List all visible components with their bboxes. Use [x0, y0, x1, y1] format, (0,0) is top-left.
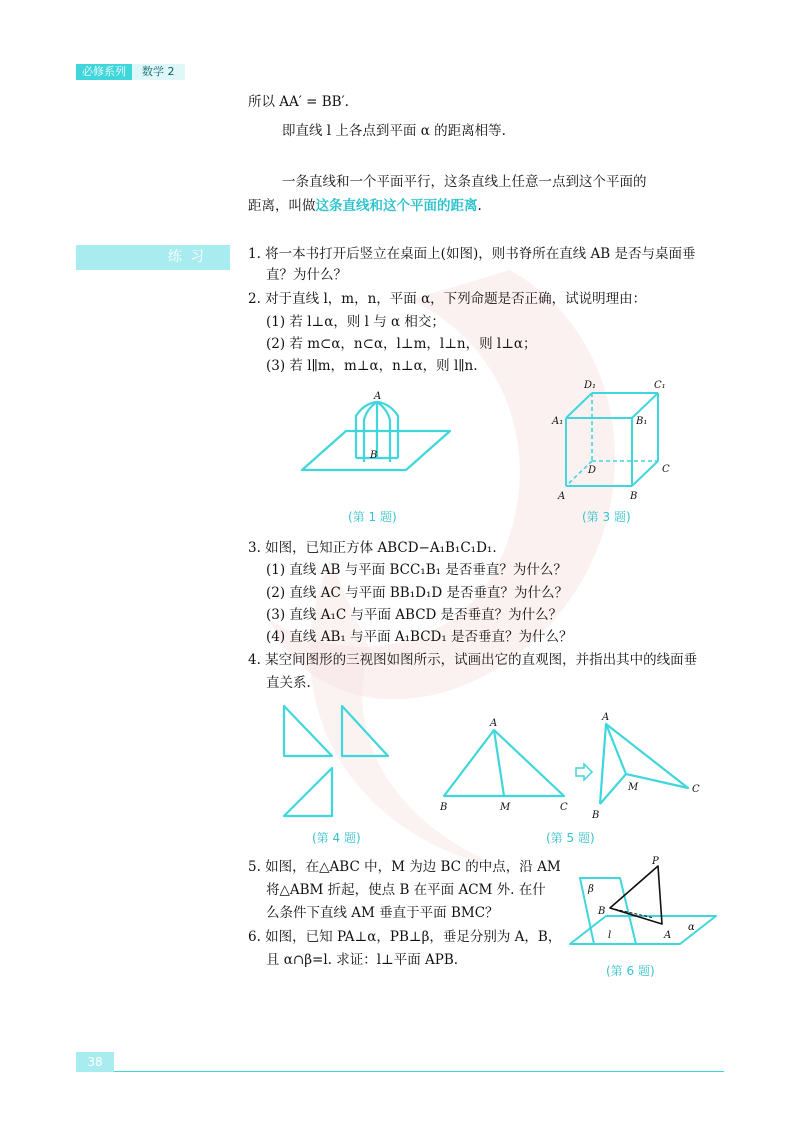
planes-label-p: P — [652, 856, 659, 867]
q1-line-1: 1. 将一本书打开后竖立在桌面上(如图)，则书脊所在直线 AB 是否与桌面垂 — [248, 246, 696, 262]
caption-fig-4: (第 4 题) — [312, 831, 361, 845]
arrow-icon — [576, 764, 592, 780]
triangle-label-b: B — [440, 802, 448, 813]
book-label: 数学 2 — [132, 64, 185, 80]
planes-label-beta: β — [588, 884, 594, 895]
caption-fig-1: (第 1 题) — [348, 510, 397, 524]
series-label: 必修系列 — [76, 64, 132, 80]
planes-label-b: B — [598, 906, 606, 917]
triangle-label-m: M — [500, 802, 511, 813]
q3-item-3: (3) 直线 A₁C 与平面 ABCD 是否垂直？为什么？ — [266, 607, 563, 623]
caption-fig-3: (第 3 题) — [582, 510, 631, 524]
page-number: 38 — [76, 1052, 114, 1072]
q3-item-2: (2) 直线 AC 与平面 BB₁D₁D 是否垂直？为什么？ — [266, 585, 568, 601]
q3-item-4: (4) 直线 AB₁ 与平面 A₁BCD₁ 是否垂直？为什么？ — [266, 629, 573, 645]
cube-label-d: D — [588, 465, 597, 476]
definition-line-1: 一条直线和一个平面平行，这条直线上任意一点到这个平面的 — [282, 174, 647, 190]
fold-label-c: C — [692, 784, 700, 795]
book-label-a: A — [374, 391, 382, 402]
triangle-label-c: C — [560, 802, 568, 813]
q4-line-2: 直关系. — [266, 675, 311, 691]
cube-label-c1: C₁ — [654, 380, 666, 391]
cube-figure — [550, 374, 680, 504]
three-views-figure — [280, 702, 390, 824]
book-label-b: B — [370, 450, 378, 461]
definition-term: 这条直线和这个平面的距离 — [315, 198, 478, 214]
fold-label-b: B — [592, 810, 600, 821]
q3-item-1: (1) 直线 AB 与平面 BCC₁B₁ 是否垂直？为什么？ — [266, 562, 567, 578]
q5-line-2: 将△ABM 折起，使点 B 在平面 ACM 外. 在什 — [266, 882, 546, 898]
cube-label-c: C — [662, 464, 670, 475]
fold-label-a: A — [602, 712, 610, 723]
cube-label-b1: B₁ — [636, 416, 648, 427]
q3-line-1: 3. 如图，已知正方体 ABCD−A₁B₁C₁D₁. — [248, 540, 497, 556]
intro-line-1: 所以 AA′ = BB′. — [248, 94, 349, 110]
caption-fig-5: (第 5 题) — [546, 831, 595, 845]
q6-line-2: 且 α∩β=l. 求证：l⊥平面 APB. — [266, 952, 459, 968]
footer-rule — [114, 1071, 724, 1072]
planes-label-l: l — [608, 930, 612, 941]
header-tag — [76, 64, 185, 80]
q6-line-1: 6. 如图，已知 PA⊥α，PB⊥β，垂足分别为 A，B， — [248, 929, 562, 945]
q5-line-1: 5. 如图，在△ABC 中，M 为边 BC 的中点，沿 AM — [248, 859, 561, 875]
cube-label-a1: A₁ — [552, 416, 564, 427]
q1-line-2: 直？为什么？ — [266, 267, 347, 283]
q2-line-1: 2. 对于直线 l，m，n，平面 α，下列命题是否正确，试说明理由： — [248, 291, 647, 307]
triangle-fold-figure — [436, 710, 716, 830]
q2-item-1: (1) 若 l⊥α，则 l 与 α 相交； — [266, 314, 445, 330]
planes-figure — [566, 852, 720, 952]
cube-label-d1: D₁ — [584, 380, 597, 391]
q5-line-3: 么条件下直线 AM 垂直于平面 BMC？ — [266, 905, 499, 921]
exercise-banner: 练习 — [76, 245, 230, 270]
triangle-label-a: A — [490, 718, 498, 729]
definition-prefix: 距离，叫做 — [248, 198, 316, 214]
book-figure — [298, 386, 454, 496]
intro-line-2: 即直线 l 上各点到平面 α 的距离相等. — [282, 123, 506, 139]
q2-item-2: (2) 若 m⊂α，n⊂α，l⊥m，l⊥n，则 l⊥α； — [266, 336, 537, 352]
cube-label-a: A — [558, 491, 566, 502]
caption-fig-6: (第 6 题) — [606, 964, 655, 978]
planes-label-a: A — [664, 930, 672, 941]
definition-line-2 — [248, 196, 482, 216]
q4-line-1: 4. 某空间图形的三视图如图所示，试画出它的直观图，并指出其中的线面垂 — [248, 652, 698, 668]
cube-label-b: B — [630, 491, 638, 502]
planes-label-alpha: α — [688, 922, 695, 933]
q2-item-3: (3) 若 l∥m，m⊥α，n⊥α，则 l∥n. — [266, 358, 478, 374]
definition-end: . — [477, 198, 482, 214]
fold-label-m: M — [628, 782, 639, 793]
